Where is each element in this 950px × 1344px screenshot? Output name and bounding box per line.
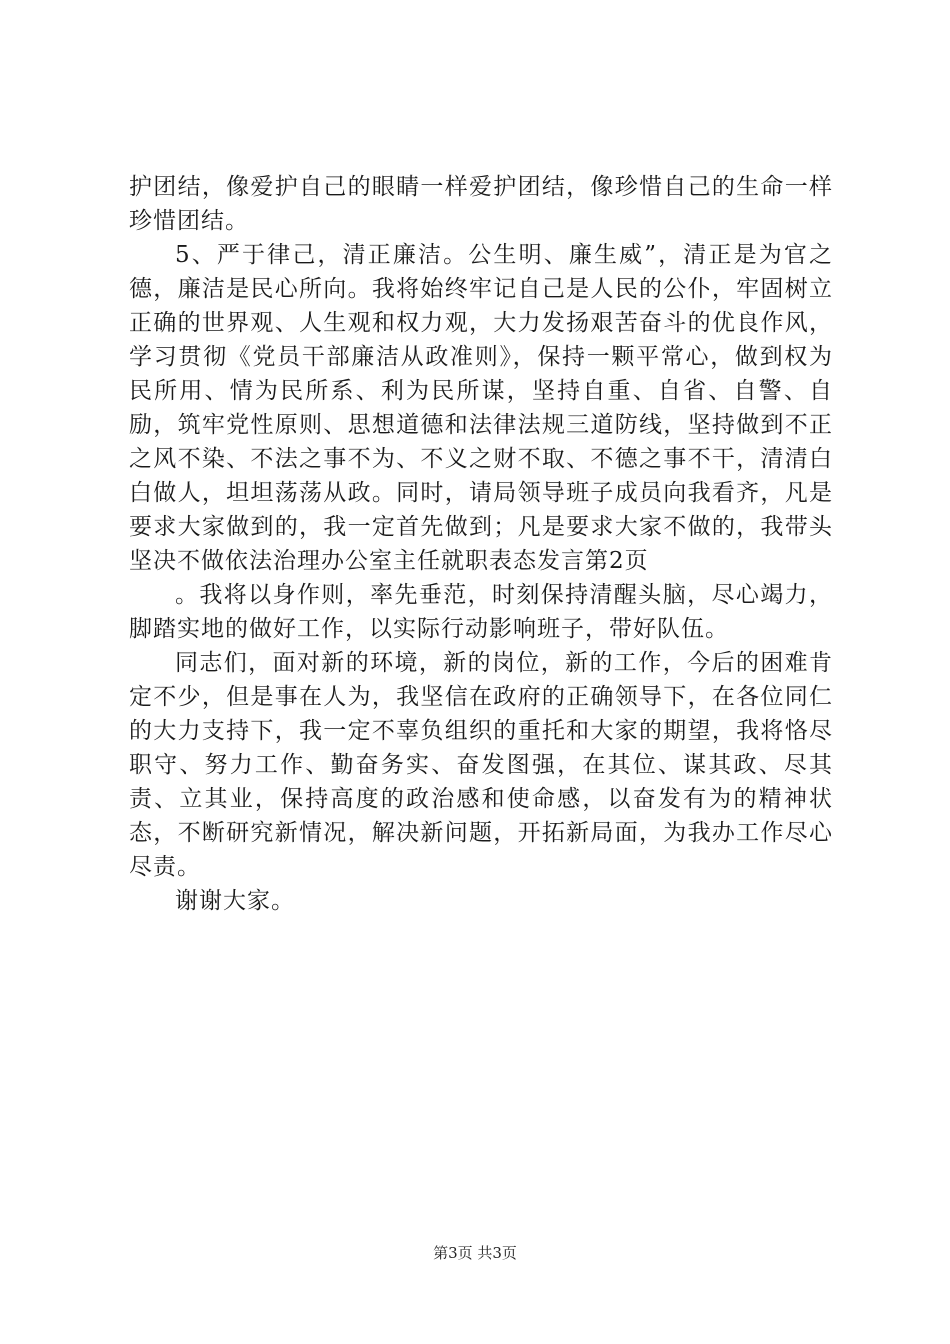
page-footer: 第3页 共3页 — [433, 1244, 517, 1262]
document-body — [129, 170, 833, 918]
paragraph-3: 。我将以身作则，率先垂范，时刻保持清醒头脑，尽心竭力，脚踏实地的做好工作，以实际行动影响班子，带好队伍。 — [129, 582, 833, 642]
paragraph-2: 5、严于律己，清正廉洁。公生明、廉生威”，清正是为官之德，廉洁是民心所向。我将始终牢记自己是人民的公仆，牢固树立正确的世界观、人生观和权力观，大力发扬艰苦奋斗的优良作风，学习贯彻《党员干部廉洁从政准则》，保持一颗平常心，做到权为民所用、情为民所系、利为民所谋，坚持自重、自省、自警、自励，筑牢党性原则、思想道德和法律法规三道防线，坚持做到不正之风不染、不法之事不为、不义之财不取、不德之事不干，清清白白做人，坦坦荡荡从政。同时，请局领导班子成员向我看齐，凡是要求大家做到的，我一定首先做到；凡是要求大家不做的，我带头坚决不做依法治理办公室主任就职表态发言第2页 — [129, 242, 833, 574]
paragraph-4: 同志们，面对新的环境，新的岗位，新的工作，今后的困难肯定不少，但是事在人为，我坚信在政府的正确领导下，在各位同仁的大力支持下，我一定不辜负组织的重托和大家的期望，我将恪尽职守、努力工作、勤奋务实、奋发图强，在其位、谋其政、尽其责、立其业，保持高度的政治感和使命感，以奋发有为的精神状态，不断研究新情况，解决新问题，开拓新局面，为我办工作尽心尽责。 — [129, 650, 833, 880]
paragraph-1: 护团结，像爱护自己的眼睛一样爱护团结，像珍惜自己的生命一样珍惜团结。 — [129, 174, 833, 234]
paragraph-5: 谢谢大家。 — [175, 888, 295, 914]
